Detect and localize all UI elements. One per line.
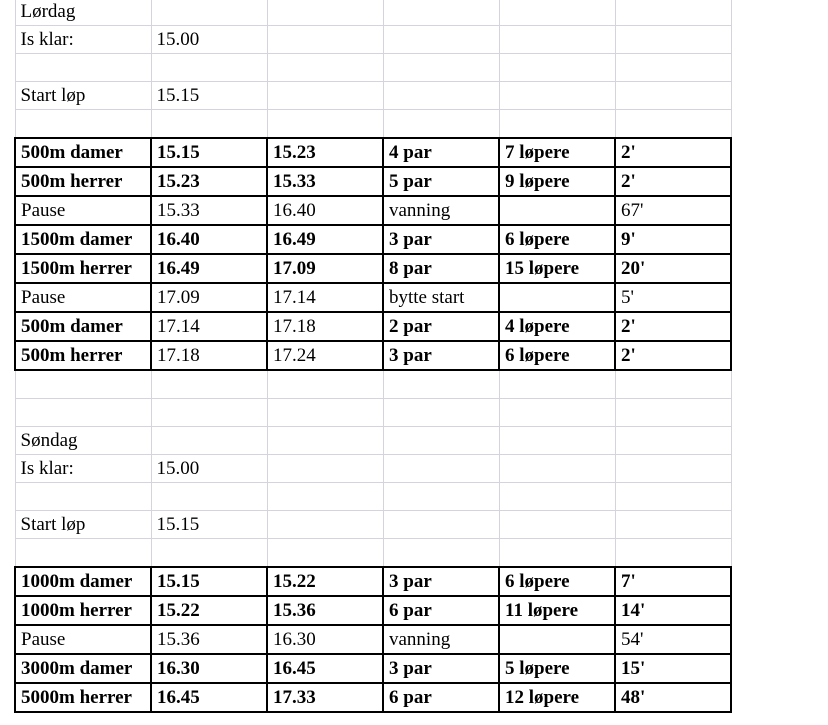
day-title-row xyxy=(15,427,731,455)
empty-cell[interactable] xyxy=(267,26,383,54)
empty-cell[interactable] xyxy=(15,370,151,399)
pairs-cell[interactable]: 3 par xyxy=(383,567,499,596)
day-title-row-label[interactable]: Lørdag xyxy=(15,0,151,26)
empty-row xyxy=(15,539,731,568)
empty-cell[interactable] xyxy=(267,539,383,568)
race-row xyxy=(15,683,731,712)
start-time-cell[interactable]: 17.18 xyxy=(151,341,267,370)
race-row xyxy=(15,167,731,196)
empty-cell[interactable] xyxy=(15,110,151,139)
day-title-row-time[interactable] xyxy=(151,427,267,455)
empty-cell[interactable] xyxy=(267,427,383,455)
empty-cell[interactable] xyxy=(383,483,499,511)
empty-cell[interactable] xyxy=(383,399,499,427)
empty-cell[interactable] xyxy=(499,82,615,110)
empty-cell[interactable] xyxy=(499,370,615,399)
skaters-cell[interactable]: 9 løpere xyxy=(499,167,615,196)
duration-cell[interactable]: 54' xyxy=(615,625,731,654)
start-time-cell[interactable]: 16.40 xyxy=(151,225,267,254)
race-row xyxy=(15,341,731,370)
start-row xyxy=(15,82,731,110)
empty-cell[interactable] xyxy=(151,399,267,427)
empty-cell[interactable] xyxy=(499,54,615,82)
pairs-cell[interactable]: 3 par xyxy=(383,225,499,254)
day-title-row xyxy=(15,0,731,26)
start-time-cell[interactable]: 16.49 xyxy=(151,254,267,283)
end-time-cell[interactable]: 15.36 xyxy=(267,596,383,625)
skaters-cell[interactable]: 6 løpere xyxy=(499,567,615,596)
duration-cell[interactable]: 2' xyxy=(615,341,731,370)
duration-cell[interactable]: 5' xyxy=(615,283,731,312)
empty-cell[interactable] xyxy=(383,455,499,483)
empty-cell[interactable] xyxy=(383,427,499,455)
empty-cell[interactable] xyxy=(499,110,615,139)
start-time-cell[interactable]: 15.15 xyxy=(151,138,267,167)
start-time-cell[interactable]: 17.09 xyxy=(151,283,267,312)
pairs-cell[interactable]: 8 par xyxy=(383,254,499,283)
empty-cell[interactable] xyxy=(615,483,731,511)
start-row-time[interactable]: 15.15 xyxy=(151,82,267,110)
pairs-cell[interactable]: bytte start xyxy=(383,283,499,312)
end-time-cell[interactable]: 15.33 xyxy=(267,167,383,196)
duration-cell[interactable]: 20' xyxy=(615,254,731,283)
pairs-cell[interactable]: 6 par xyxy=(383,596,499,625)
empty-cell[interactable] xyxy=(499,483,615,511)
duration-cell[interactable]: 9' xyxy=(615,225,731,254)
empty-row xyxy=(15,399,731,427)
empty-cell[interactable] xyxy=(383,26,499,54)
empty-cell[interactable] xyxy=(499,511,615,539)
skaters-cell[interactable]: 4 løpere xyxy=(499,312,615,341)
empty-row xyxy=(15,110,731,139)
empty-cell[interactable] xyxy=(267,511,383,539)
race-row xyxy=(15,196,731,225)
ice-ready-row-time[interactable]: 15.00 xyxy=(151,26,267,54)
start-time-cell[interactable]: 17.14 xyxy=(151,312,267,341)
event-cell[interactable]: 3000m damer xyxy=(15,654,151,683)
event-cell[interactable]: Pause xyxy=(15,625,151,654)
empty-cell[interactable] xyxy=(15,54,151,82)
end-time-cell[interactable]: 17.09 xyxy=(267,254,383,283)
empty-cell[interactable] xyxy=(151,370,267,399)
empty-cell[interactable] xyxy=(383,54,499,82)
start-row-label[interactable]: Start løp xyxy=(15,82,151,110)
race-row xyxy=(15,138,731,167)
empty-cell[interactable] xyxy=(151,54,267,82)
empty-row xyxy=(15,370,731,399)
empty-cell[interactable] xyxy=(615,54,731,82)
event-cell[interactable]: 500m damer xyxy=(15,138,151,167)
empty-cell[interactable] xyxy=(151,539,267,568)
pairs-cell[interactable]: vanning xyxy=(383,625,499,654)
empty-cell[interactable] xyxy=(267,54,383,82)
start-row-time[interactable]: 15.15 xyxy=(151,511,267,539)
pairs-cell[interactable]: 6 par xyxy=(383,683,499,712)
end-time-cell[interactable]: 16.30 xyxy=(267,625,383,654)
race-row xyxy=(15,596,731,625)
end-time-cell[interactable]: 15.22 xyxy=(267,567,383,596)
duration-cell[interactable]: 48' xyxy=(615,683,731,712)
empty-cell[interactable] xyxy=(383,539,499,568)
race-row xyxy=(15,225,731,254)
event-cell[interactable]: 500m herrer xyxy=(15,341,151,370)
pairs-cell[interactable]: 5 par xyxy=(383,167,499,196)
empty-cell[interactable] xyxy=(615,455,731,483)
empty-cell[interactable] xyxy=(383,110,499,139)
empty-cell[interactable] xyxy=(267,370,383,399)
event-cell[interactable]: 500m herrer xyxy=(15,167,151,196)
sheet-body xyxy=(15,0,731,712)
event-cell[interactable]: 1000m damer xyxy=(15,567,151,596)
empty-cell[interactable] xyxy=(267,0,383,26)
empty-cell[interactable] xyxy=(615,370,731,399)
empty-cell[interactable] xyxy=(615,26,731,54)
race-row xyxy=(15,654,731,683)
empty-cell[interactable] xyxy=(267,455,383,483)
pairs-cell[interactable]: 3 par xyxy=(383,654,499,683)
empty-cell[interactable] xyxy=(615,0,731,26)
event-cell[interactable]: Pause xyxy=(15,283,151,312)
empty-cell[interactable] xyxy=(267,399,383,427)
end-time-cell[interactable]: 17.33 xyxy=(267,683,383,712)
empty-cell[interactable] xyxy=(383,0,499,26)
empty-cell[interactable] xyxy=(615,110,731,139)
skaters-cell[interactable]: 12 løpere xyxy=(499,683,615,712)
empty-cell[interactable] xyxy=(499,455,615,483)
end-time-cell[interactable]: 16.45 xyxy=(267,654,383,683)
start-time-cell[interactable]: 15.15 xyxy=(151,567,267,596)
duration-cell[interactable]: 7' xyxy=(615,567,731,596)
empty-cell[interactable] xyxy=(615,539,731,568)
start-time-cell[interactable]: 15.23 xyxy=(151,167,267,196)
empty-cell[interactable] xyxy=(267,483,383,511)
start-time-cell[interactable]: 16.45 xyxy=(151,683,267,712)
ice-ready-row-label[interactable]: Is klar: xyxy=(15,26,151,54)
empty-cell[interactable] xyxy=(151,110,267,139)
empty-cell[interactable] xyxy=(15,399,151,427)
ice-ready-row-time[interactable]: 15.00 xyxy=(151,455,267,483)
race-row xyxy=(15,312,731,341)
event-cell[interactable]: 1000m herrer xyxy=(15,596,151,625)
end-time-cell[interactable]: 17.14 xyxy=(267,283,383,312)
pairs-cell[interactable]: vanning xyxy=(383,196,499,225)
start-row-label[interactable]: Start løp xyxy=(15,511,151,539)
day-title-row-label[interactable]: Søndag xyxy=(15,427,151,455)
ice-ready-row xyxy=(15,455,731,483)
empty-cell[interactable] xyxy=(499,399,615,427)
empty-cell[interactable] xyxy=(267,110,383,139)
empty-cell[interactable] xyxy=(151,483,267,511)
skaters-cell[interactable]: 15 løpere xyxy=(499,254,615,283)
empty-cell[interactable] xyxy=(15,539,151,568)
empty-cell[interactable] xyxy=(383,511,499,539)
skaters-cell[interactable]: 7 løpere xyxy=(499,138,615,167)
duration-cell[interactable]: 14' xyxy=(615,596,731,625)
empty-cell[interactable] xyxy=(383,82,499,110)
empty-cell[interactable] xyxy=(615,399,731,427)
pairs-cell[interactable]: 3 par xyxy=(383,341,499,370)
empty-row xyxy=(15,54,731,82)
skaters-cell[interactable]: 11 løpere xyxy=(499,596,615,625)
start-time-cell[interactable]: 15.33 xyxy=(151,196,267,225)
day-title-row-time[interactable] xyxy=(151,0,267,26)
empty-row xyxy=(15,483,731,511)
ice-ready-row-label[interactable]: Is klar: xyxy=(15,455,151,483)
empty-cell[interactable] xyxy=(499,26,615,54)
duration-cell[interactable]: 2' xyxy=(615,138,731,167)
empty-cell[interactable] xyxy=(615,427,731,455)
skaters-cell[interactable] xyxy=(499,283,615,312)
end-time-cell[interactable]: 17.18 xyxy=(267,312,383,341)
empty-cell[interactable] xyxy=(499,539,615,568)
race-row xyxy=(15,283,731,312)
duration-cell[interactable]: 2' xyxy=(615,167,731,196)
pairs-cell[interactable]: 2 par xyxy=(383,312,499,341)
duration-cell[interactable]: 67' xyxy=(615,196,731,225)
event-cell[interactable]: 5000m herrer xyxy=(15,683,151,712)
event-cell[interactable]: 1500m damer xyxy=(15,225,151,254)
event-cell[interactable]: 500m damer xyxy=(15,312,151,341)
skaters-cell[interactable]: 5 løpere xyxy=(499,654,615,683)
end-time-cell[interactable]: 16.49 xyxy=(267,225,383,254)
empty-cell[interactable] xyxy=(15,483,151,511)
skaters-cell[interactable]: 6 løpere xyxy=(499,341,615,370)
skaters-cell[interactable]: 6 løpere xyxy=(499,225,615,254)
race-row xyxy=(15,625,731,654)
event-cell[interactable]: Pause xyxy=(15,196,151,225)
pairs-cell[interactable]: 4 par xyxy=(383,138,499,167)
end-time-cell[interactable]: 16.40 xyxy=(267,196,383,225)
skaters-cell[interactable] xyxy=(499,625,615,654)
empty-cell[interactable] xyxy=(615,511,731,539)
duration-cell[interactable]: 2' xyxy=(615,312,731,341)
start-time-cell[interactable]: 15.22 xyxy=(151,596,267,625)
race-row xyxy=(15,567,731,596)
empty-cell[interactable] xyxy=(383,370,499,399)
empty-cell[interactable] xyxy=(267,82,383,110)
schedule-sheet xyxy=(14,0,732,713)
race-row xyxy=(15,254,731,283)
empty-cell[interactable] xyxy=(615,82,731,110)
duration-cell[interactable]: 15' xyxy=(615,654,731,683)
start-row xyxy=(15,511,731,539)
end-time-cell[interactable]: 15.23 xyxy=(267,138,383,167)
ice-ready-row xyxy=(15,26,731,54)
end-time-cell[interactable]: 17.24 xyxy=(267,341,383,370)
event-cell[interactable]: 1500m herrer xyxy=(15,254,151,283)
start-time-cell[interactable]: 15.36 xyxy=(151,625,267,654)
skaters-cell[interactable] xyxy=(499,196,615,225)
empty-cell[interactable] xyxy=(499,427,615,455)
empty-cell[interactable] xyxy=(499,0,615,26)
start-time-cell[interactable]: 16.30 xyxy=(151,654,267,683)
